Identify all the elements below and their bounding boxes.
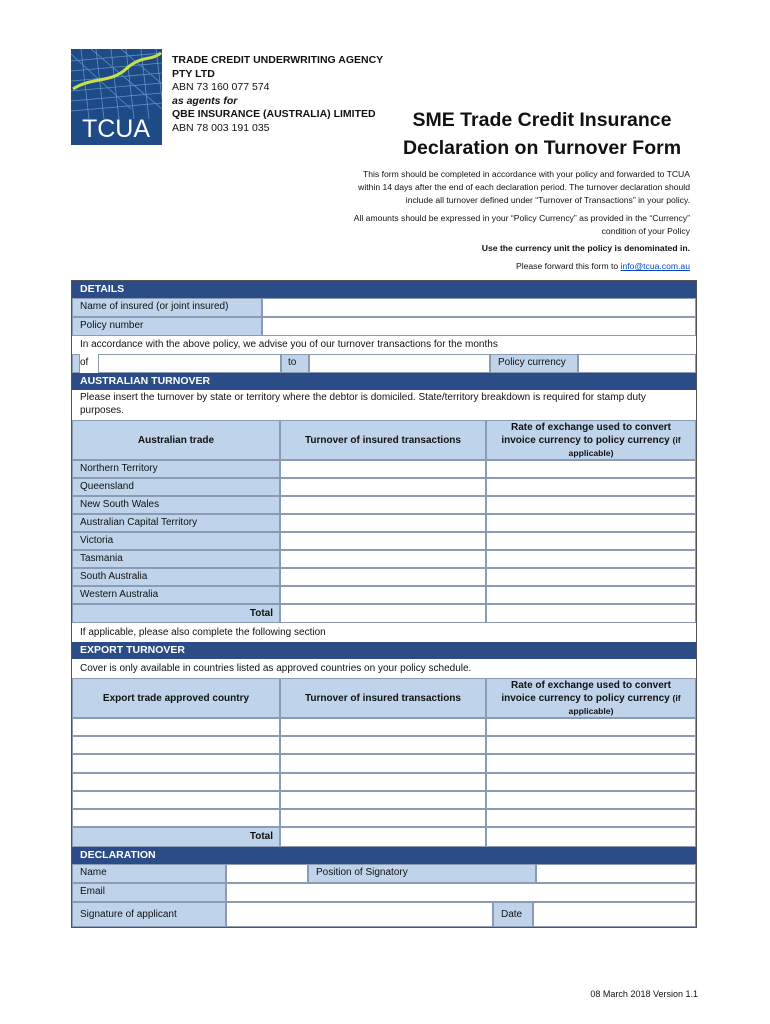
currency-note: Use the currency unit the policy is denominated in. — [481, 243, 690, 253]
email-link[interactable]: info@tcua.com.au — [620, 261, 690, 271]
col-australian-trade-text: Australian trade — [137, 434, 215, 446]
export-country-field[interactable] — [72, 809, 280, 827]
col-exchange-line2-text: invoice currency to policy currency — [501, 434, 670, 446]
state-rate-field[interactable] — [486, 496, 696, 514]
export-turnover-header: EXPORT TURNOVER — [72, 642, 696, 659]
to-label: to — [288, 357, 297, 368]
agency-name-line1: TRADE CREDIT UNDERWRITING AGENCY — [172, 54, 384, 66]
aus-total-field[interactable] — [280, 604, 486, 623]
col-export-exchange-line3: applicable) — [568, 705, 614, 716]
forward-text: Please forward this form to — [515, 261, 621, 271]
email-field[interactable] — [226, 883, 696, 902]
export-country-field[interactable] — [72, 736, 280, 754]
export-turnover-field[interactable] — [280, 791, 486, 809]
logo-text: TCUA — [81, 115, 151, 143]
export-instruction: Cover is only available in countries listed as approved countries on your policy schedule. — [80, 663, 472, 674]
signature-field[interactable] — [226, 902, 493, 927]
intro-line: include all turnover defined under “Turnover of Transactions” in your policy. — [405, 195, 690, 205]
state-label: New South Wales — [72, 496, 280, 514]
col-australian-trade — [72, 420, 280, 460]
state-turnover-field[interactable] — [280, 568, 486, 586]
col-export-exchange-line2 — [501, 692, 680, 705]
title-line1: SME Trade Credit Insurance — [412, 109, 672, 131]
col-exchange-if: (if — [672, 434, 681, 445]
col-exchange-line1: Rate of exchange used to convert — [510, 421, 672, 433]
col-export-turnover-text: Turnover of insured transactions — [305, 692, 461, 704]
state-rate-field[interactable] — [486, 514, 696, 532]
state-rate-field[interactable] — [486, 478, 696, 496]
tcua-logo — [71, 49, 162, 145]
state-turnover-field[interactable] — [280, 478, 486, 496]
export-rate-field[interactable] — [486, 773, 696, 791]
export-country-field[interactable] — [72, 718, 280, 736]
col-export-exchange-line1: Rate of exchange used to convert — [510, 679, 672, 691]
export-total-label: Total — [72, 827, 280, 847]
insurer-name: QBE INSURANCE (AUSTRALIA) LIMITED — [172, 108, 376, 121]
date-field[interactable] — [533, 902, 696, 927]
agency-name-line2: PTY LTD — [172, 67, 215, 80]
declaration-form — [71, 280, 697, 928]
state-rate-field[interactable] — [486, 460, 696, 478]
date-label: Date — [493, 902, 533, 927]
export-note: If applicable, please also complete the following section — [80, 627, 326, 638]
state-label: Queensland — [72, 478, 280, 496]
col-exchange-line2 — [501, 434, 680, 447]
state-rate-field[interactable] — [486, 568, 696, 586]
details-header: DETAILS — [72, 281, 696, 298]
state-turnover-field[interactable] — [280, 586, 486, 604]
intro-line: within 14 days after the end of each declaration period. The turnover declaration should — [358, 182, 690, 192]
col-export-exchange-line2-text: invoice currency to policy currency — [501, 692, 670, 704]
export-rate-field[interactable] — [486, 736, 696, 754]
agents-for: as agents for — [172, 94, 238, 107]
of-marker — [72, 354, 80, 373]
export-country-field[interactable] — [72, 754, 280, 772]
position-label: Position of Signatory — [308, 864, 536, 883]
intro-line: condition of your Policy — [601, 226, 690, 236]
intro-text — [300, 168, 690, 273]
export-country-field[interactable] — [72, 773, 280, 791]
australian-turnover-header: AUSTRALIAN TURNOVER — [72, 373, 696, 390]
version-footer: 08 March 2018 Version 1.1 — [590, 989, 698, 999]
col-export-country — [72, 678, 280, 718]
state-rate-field[interactable] — [486, 532, 696, 550]
title-line2: Declaration on Turnover Form — [402, 137, 682, 159]
intro-line: This form should be completed in accordance with your policy and forwarded to TCUA — [362, 169, 690, 179]
name-field[interactable] — [226, 864, 308, 883]
state-turnover-field[interactable] — [280, 514, 486, 532]
position-field[interactable] — [536, 864, 696, 883]
insured-field[interactable] — [262, 298, 696, 317]
export-rate-field[interactable] — [486, 754, 696, 772]
state-label: Tasmania — [72, 550, 280, 568]
australian-instruction: Please insert the turnover by state or territory where the debtor is domiciled. State/territory breakdown is required for stamp duty purposes. — [80, 392, 646, 416]
policy-number-label: Policy number — [72, 317, 262, 336]
policy-currency-label: Policy currency — [490, 354, 578, 373]
aus-total-rate-field[interactable] — [486, 604, 696, 623]
col-export-turnover — [280, 678, 486, 718]
agency-abn: ABN 73 160 077 574 — [172, 81, 270, 94]
state-turnover-field[interactable] — [280, 496, 486, 514]
policy-currency-field[interactable] — [578, 354, 696, 373]
col-turnover — [280, 420, 486, 460]
export-rate-field[interactable] — [486, 718, 696, 736]
col-export-exchange-if: (if — [672, 692, 681, 703]
col-export-country-text: Export trade approved country — [102, 692, 250, 704]
state-label: South Australia — [72, 568, 280, 586]
state-rate-field[interactable] — [486, 586, 696, 604]
insured-label: Name of insured (or joint insured) — [72, 298, 262, 317]
aus-total-label: Total — [72, 604, 280, 623]
col-exchange-rate — [486, 420, 696, 460]
of-label: of — [80, 357, 89, 368]
state-label: Northern Territory — [72, 460, 280, 478]
export-rate-field[interactable] — [486, 791, 696, 809]
export-turnover-field[interactable] — [280, 718, 486, 736]
period-to-field[interactable] — [309, 354, 490, 373]
export-total-field[interactable] — [280, 827, 486, 847]
form-title — [396, 106, 688, 162]
col-export-exchange-rate — [486, 678, 696, 718]
declaration-header: DECLARATION — [72, 847, 696, 864]
forward-note — [300, 260, 690, 273]
state-rate-field[interactable] — [486, 550, 696, 568]
col-turnover-text: Turnover of insured transactions — [305, 434, 461, 446]
agency-block — [172, 54, 383, 136]
export-total-rate-field[interactable] — [486, 827, 696, 847]
export-turnover-field[interactable] — [280, 754, 486, 772]
period-from-field[interactable] — [98, 354, 281, 373]
export-country-field[interactable] — [72, 791, 280, 809]
state-label: Western Australia — [72, 586, 280, 604]
policy-number-field[interactable] — [262, 317, 696, 336]
state-turnover-field[interactable] — [280, 532, 486, 550]
export-rate-field[interactable] — [486, 809, 696, 827]
signature-label: Signature of applicant — [72, 902, 226, 927]
insurer-abn: ABN 78 003 191 035 — [172, 121, 270, 134]
col-exchange-line3: applicable) — [568, 447, 614, 458]
state-label: Australian Capital Territory — [72, 514, 280, 532]
export-turnover-field[interactable] — [280, 773, 486, 791]
intro-line: All amounts should be expressed in your “Policy Currency” as provided in the “Currency” — [353, 213, 690, 223]
email-label: Email — [72, 883, 226, 902]
state-label: Victoria — [72, 532, 280, 550]
export-turnover-field[interactable] — [280, 736, 486, 754]
export-turnover-field[interactable] — [280, 809, 486, 827]
months-text: In accordance with the above policy, we advise you of our turnover transactions for the months — [80, 339, 498, 350]
state-turnover-field[interactable] — [280, 460, 486, 478]
name-label: Name — [72, 864, 226, 883]
state-turnover-field[interactable] — [280, 550, 486, 568]
